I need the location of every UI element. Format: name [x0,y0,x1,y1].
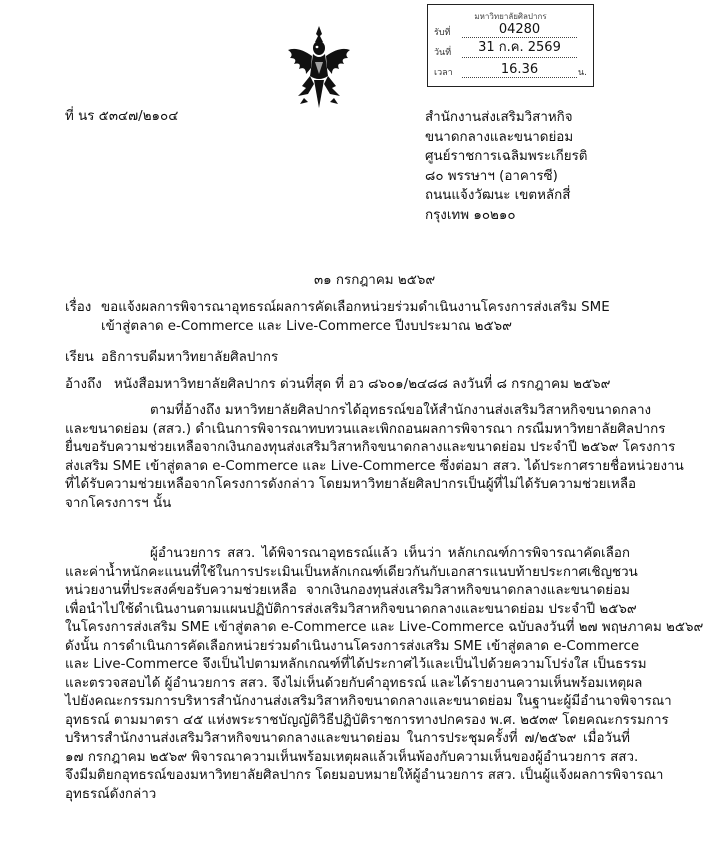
subject-line-2: เข้าสู่ตลาด e-Commerce และ Live-Commerce ปีงบประมาณ ๒๕๖๙ [101,319,512,334]
paragraph-1 [65,402,684,513]
paragraph-line: ผู้อำนวยการ สสว. ได้พิจารณาอุทธรณ์แล้ว เห็นว่า หลักเกณฑ์การพิจารณาคัดเลือก [150,546,630,561]
to-text: อธิการบดีมหาวิทยาลัยศิลปากร [101,350,279,365]
to-label: เรียน [65,350,94,365]
reference-label: อ้างถึง [65,377,102,392]
paragraph-line: และตรวจสอบได้ ผู้อำนวยการ สสว. จึงไม่เห็นด้วยกับคำอุทธรณ์ และได้รายงานความเห็นพร้อมเหตุผล [65,675,643,691]
address-line: ศูนย์ราชการเฉลิมพระเกียรติ [425,149,588,164]
subject-line-1: ขอแจ้งผลการพิจารณาอุทธรณ์ผลการคัดเลือกหน่วยร่วมดำเนินงานโครงการส่งเสริม SME [101,300,610,315]
doc-number: ที่ นร ๕๓๔๗/๒๑๐๔ [65,109,179,124]
letter-date: ๓๑ กรกฎาคม ๒๕๖๙ [314,273,436,288]
stamp-date-value: 31 ก.ค. 2569 [478,40,561,55]
paragraph-line: ไปยังคณะกรรมการบริหารสำนักงานส่งเสริมวิสาหกิจขนาดกลางและขนาดย่อม ในฐานะผู้มีอำนาจพิจารณา [65,694,672,709]
paragraph-line: ดังนั้น การดำเนินการคัดเลือกหน่วยร่วมดำเนินงานโครงการส่งเสริม SME เข้าสู่ตลาด e-Commerce [65,638,640,654]
garuda-emblem-icon [284,24,354,112]
stamp-header: มหาวิทยาลัยศิลปากร [474,12,547,21]
paragraph-line: และค่าน้ำหนักคะแนนที่ใช้ในการประเมินเป็นหลักเกณฑ์เดียวกันกับเอกสารแนบท้ายประกาศเชิญชวน [65,564,638,580]
paragraph-line: บริหารสำนักงานส่งเสริมวิสาหกิจขนาดกลางและขนาดย่อม ในการประชุมครั้งที่ ๗/๒๕๖๙ เมื่อวันที่ [65,731,630,746]
address-line: สำนักงานส่งเสริมวิสาหกิจ [425,110,573,125]
stamp-number-label: รับที่ [434,28,451,38]
paragraph-line: ยื่นขอรับความช่วยเหลือจากเงินกองทุนส่งเสริมวิสาหกิจขนาดกลางและขนาดย่อม ประจำปี ๒๕๖๙ โครงการ [65,440,676,455]
paragraph-line: และขนาดย่อม (สสว.) ดำเนินการพิจารณาทบทวนและเพิกถอนผลการพิจารณา กรณีมหาวิทยาลัยศิลปากร [65,421,666,437]
stamp-time-label: เวลา [434,68,453,78]
address-line: ๘๐ พรรษาฯ (อาคารซี) [425,168,558,184]
paragraph-line: ที่ได้รับความช่วยเหลือจากโครงการดังกล่าว โดยมหาวิทยาลัยศิลปากรเป็นผู้ที่ไม่ได้รับความช่วยเหลือ [65,477,637,492]
subject-label: เรื่อง [65,300,92,315]
paragraph-line: และ Live-Commerce จึงเป็นไปตามหลักเกณฑ์ที่ได้ประกาศไว้และเป็นไปด้วยความโปร่งใส เป็นธรรม [65,657,647,672]
address-line: ถนนแจ้งวัฒนะ เขตหลักสี่ [425,188,571,203]
paragraph-line: ส่งเสริม SME เข้าสู่ตลาด e-Commerce และ Live-Commerce ซึ่งต่อมา สสว. ได้ประกาศรายชื่อหน่วยงาน [65,458,684,474]
paragraph-line: จากโครงการฯ นั้น [65,495,172,511]
stamp-number-value: 04280 [498,22,541,37]
reference-text: หนังสือมหาวิทยาลัยศิลปากร ด่วนที่สุด ที่ อว ๘๖๐๑/๒๔๘๘ ลงวันที่ ๘ กรกฎาคม ๒๕๖๙ [114,377,611,392]
paragraph-line: จึงมีมติยกอุทธรณ์ของมหาวิทยาลัยศิลปากร โดยมอบหมายให้ผู้อำนวยการ สสว. เป็นผู้แจ้งผลการพิจารณา [65,768,664,783]
address-line: ขนาดกลางและขนาดย่อม [425,129,574,145]
paragraph-line: ในโครงการส่งเสริม SME เข้าสู่ตลาด e-Commerce และ Live-Commerce ฉบับลงวันที่ ๒๗ พฤษภาคม ๒๕๖๙ [65,620,703,635]
stamp-time-suffix: น. [577,68,587,78]
stamp-date-row [434,40,587,61]
paragraph-line: เพื่อนำไปใช้ดำเนินงานตามแผนปฏิบัติการส่งเสริมวิสาหกิจขนาดกลางและขนาดย่อม ประจำปี ๒๕๖๙ [65,601,637,617]
paragraph-line: หน่วยงานที่ประสงค์ขอรับความช่วยเหลือ จากเงินกองทุนส่งเสริมวิสาหกิจขนาดกลางและขนาดย่อม [65,583,630,598]
stamp-date-label: วันที่ [434,48,452,58]
paragraph-line: ๑๗ กรกฎาคม ๒๕๖๙ พิจารณาความเห็นพร้อมเหตุผลแล้วเห็นพ้องกับความเห็นของผู้อำนวยการ สสว. [65,749,639,765]
stamp-time-row [434,63,587,81]
receive-stamp [427,4,594,87]
stamp-time-value: 16.36 [500,62,539,77]
paragraph-line: อุทธรณ์ ตามมาตรา ๔๕ แห่งพระราชบัญญัติวิธีปฏิบัติราชการทางปกครอง พ.ศ. ๒๕๓๙ โดยคณะกรรมการ [65,712,669,728]
sender-address [425,108,587,225]
paragraph-2 [65,545,703,804]
paragraph-line: ตามที่อ้างถึง มหาวิทยาลัยศิลปากรได้อุทธรณ์ขอให้สำนักงานส่งเสริมวิสาหกิจขนาดกลาง [150,403,652,418]
address-line: กรุงเทพ ๑๐๒๑๐ [425,207,516,223]
paragraph-line: อุทธรณ์ดังกล่าว [65,786,157,802]
